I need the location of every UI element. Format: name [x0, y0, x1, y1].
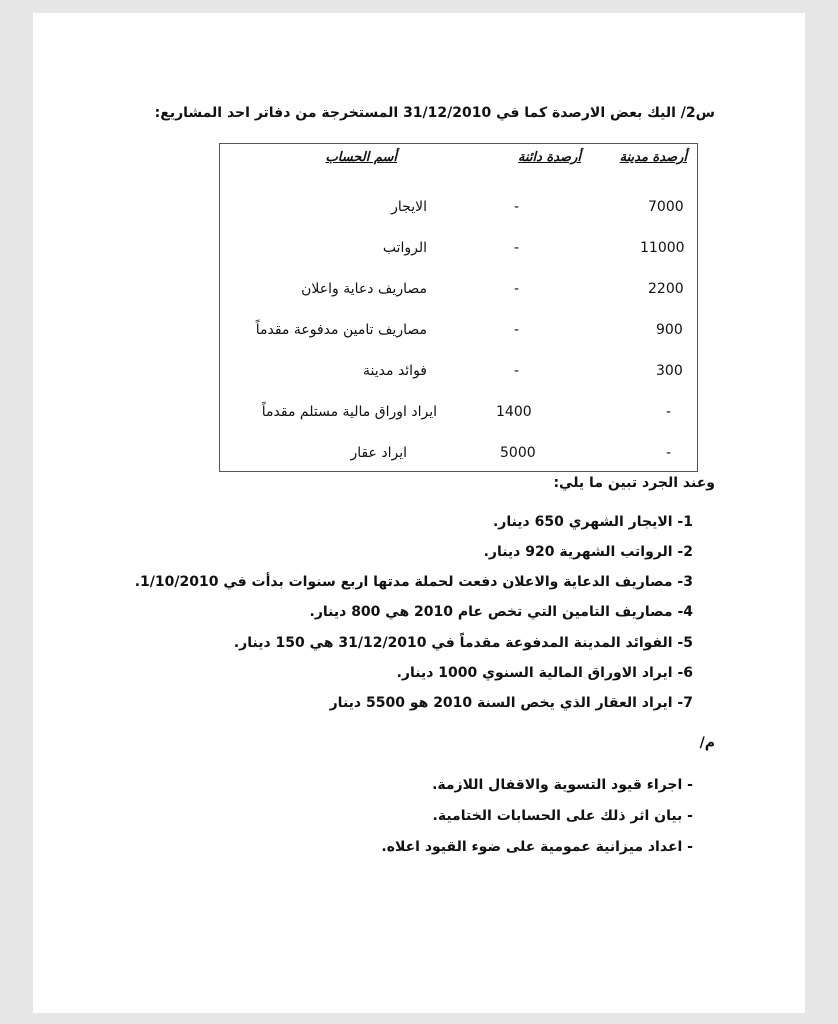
row-5-account: فوائد مدينة	[363, 363, 427, 379]
document-page	[33, 13, 805, 1013]
note-5: 5- الفوائد المدينة المدفوعة مقدماً في 31/12/2010 هي 150 دينار.	[233, 635, 693, 651]
note-7: 7- ايراد العقار الذي يخص السنة 2010 هو 5500 دينار	[329, 695, 693, 711]
row-5-debit: 300	[656, 363, 683, 379]
balances-table	[219, 143, 698, 472]
row-3-debit: 2200	[648, 281, 684, 297]
row-3-credit: -	[514, 281, 520, 297]
requirement-3: - اعداد ميزانية عمومية على ضوء القيود اعلاه.	[381, 839, 693, 855]
note-6: 6- ايراد الاوراق المالية السنوي 1000 دينار.	[396, 665, 693, 681]
row-6-credit: 1400	[496, 404, 532, 420]
notes-title: وعند الجرد تبين ما يلي:	[553, 475, 715, 491]
note-4: 4- مصاريف التامين التي تخص عام 2010 هي 800 دينار.	[309, 604, 693, 620]
header-account: أسم الحساب	[325, 150, 397, 165]
row-4-debit: 900	[656, 322, 683, 338]
row-7-debit: -	[666, 445, 672, 461]
note-2: 2- الرواتب الشهرية 920 دينار.	[483, 544, 693, 560]
row-2-account: الرواتب	[382, 240, 427, 256]
requirement-1: - اجراء قيود التسوية والاقفال اللازمة.	[432, 777, 693, 793]
header-debit: أرصدة مدينة	[619, 150, 687, 165]
header-credit: أرصدة دائنة	[517, 150, 581, 165]
row-1-account: الايجار	[391, 199, 427, 215]
row-4-credit: -	[514, 322, 520, 338]
requirement-2: - بيان اثر ذلك على الحسابات الختامية.	[432, 808, 693, 824]
row-2-debit: 11000	[640, 240, 685, 256]
row-7-credit: 5000	[500, 445, 536, 461]
row-6-debit: -	[666, 404, 672, 420]
row-1-credit: -	[514, 199, 520, 215]
question-text: س2/ اليك بعض الارصدة كما في 31/12/2010 المستخرجة من دفاتر احد المشاريع:	[154, 105, 715, 121]
row-4-account: مصاريف تامين مدفوعة مقدماً	[255, 322, 427, 338]
row-2-credit: -	[514, 240, 520, 256]
row-6-account: ايراد اوراق مالية مستلم مقدماً	[261, 404, 437, 420]
row-7-account: ايراد عقار	[350, 445, 407, 461]
row-3-account: مصاريف دعاية واعلان	[301, 281, 427, 297]
requirements-title: م/	[699, 735, 715, 751]
note-3: 3- مصاريف الدعاية والاعلان دفعت لحملة مدتها اربع سنوات بدأت في 1/10/2010.	[134, 574, 693, 590]
row-5-credit: -	[514, 363, 520, 379]
note-1: 1- الايجار الشهري 650 دينار.	[492, 514, 693, 530]
row-1-debit: 7000	[648, 199, 684, 215]
